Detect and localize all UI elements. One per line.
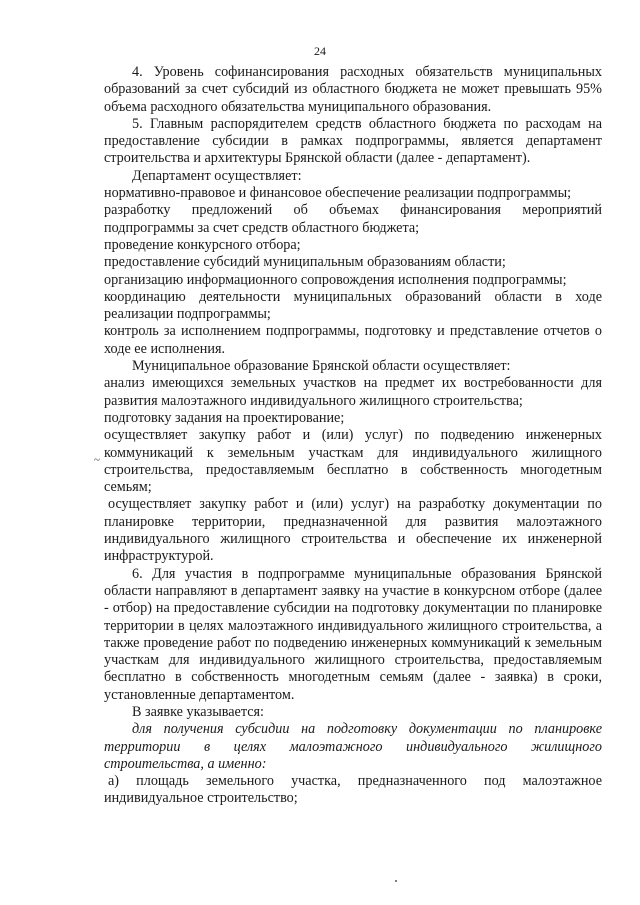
list-item: разработку предложений об объемах финансирования мероприятий подпрограммы за счет средств областного бюджета; (104, 202, 602, 236)
margin-mark: ~ (94, 454, 100, 466)
paragraph-item-4: 4. Уровень софинансирования расходных обязательств муниципальных образований за счет субсидий из областного бюджета не может превышать 95% объема расходного обязательства муниципального образования. (104, 64, 602, 115)
list-item: осуществляет закупку работ и (или) услуг) на разработку документации по планировке территории, предназначенной для развития малоэтажного индивидуального жилищного строительства и обеспечение их инженерной инфраструктурой. (104, 496, 602, 565)
list-item: предоставление субсидий муниципальным образованиям области; (104, 254, 506, 271)
scan-speck (395, 880, 397, 882)
paragraph-department-intro: Департамент осуществляет: (132, 167, 302, 184)
list-item: подготовку задания на проектирование; (104, 409, 345, 426)
list-item: организацию информационного сопровождения исполнения подпрограммы; (104, 271, 567, 288)
list-item: координацию деятельности муниципальных образований области в ходе реализации подпрограммы; (104, 288, 602, 323)
document-body (104, 64, 602, 808)
list-item: анализ имеющихся земельных участков на предмет их востребованности для развития малоэтажного индивидуального жилищного строительства; (104, 375, 602, 409)
list-item: нормативно-правовое и финансовое обеспечение реализации подпрограммы; (104, 185, 572, 202)
paragraph-municipality-intro: Муниципальное образование Брянской области осуществляет: (132, 358, 511, 375)
list-item: контроль за исполнением подпрограммы, подготовку и представление отчетов о ходе ее исполнения. (104, 323, 602, 357)
paragraph-italic-subsidy: для получения субсидии на подготовку документации по планировке территории в целях малоэтажного индивидуального жилищного строительства, а именно: (104, 721, 602, 772)
list-item: а) площадь земельного участка, предназначенного под малоэтажное индивидуальное строительство; (104, 773, 602, 807)
paragraph-item-6: 6. Для участия в подпрограмме муниципальные образования Брянской области направляют в департамент заявку на участие в конкурсном отборе (далее - отбор) на предоставление субсидии на подготовку документации по планировке территории в целях малоэтажного индивидуального жилищного строительства, а также проведение работ по подведению инженерных коммуникаций к земельным участкам для индивидуального жилищного строительства, предоставляемым бесплатно в собственность многодетным семьям (далее - заявка) в сроки, установленные департаментом. (104, 565, 602, 703)
paragraph-item-5: 5. Главным распорядителем средств областного бюджета по расходам на предоставление субсидии в рамках подпрограммы, является департамент строительства и архитектуры Брянской области (далее - департамент). (104, 115, 602, 167)
list-item: проведение конкурсного отбора; (104, 236, 301, 253)
paragraph-application-intro: В заявке указывается: (132, 703, 264, 720)
page-number: 24 (314, 44, 326, 58)
list-item: осуществляет закупку работ и (или) услуг) по подведению инженерных коммуникаций к земельным участкам для индивидуального жилищного строительства, предоставляемым бесплатно в собственность многодетным семьям; (104, 427, 602, 496)
